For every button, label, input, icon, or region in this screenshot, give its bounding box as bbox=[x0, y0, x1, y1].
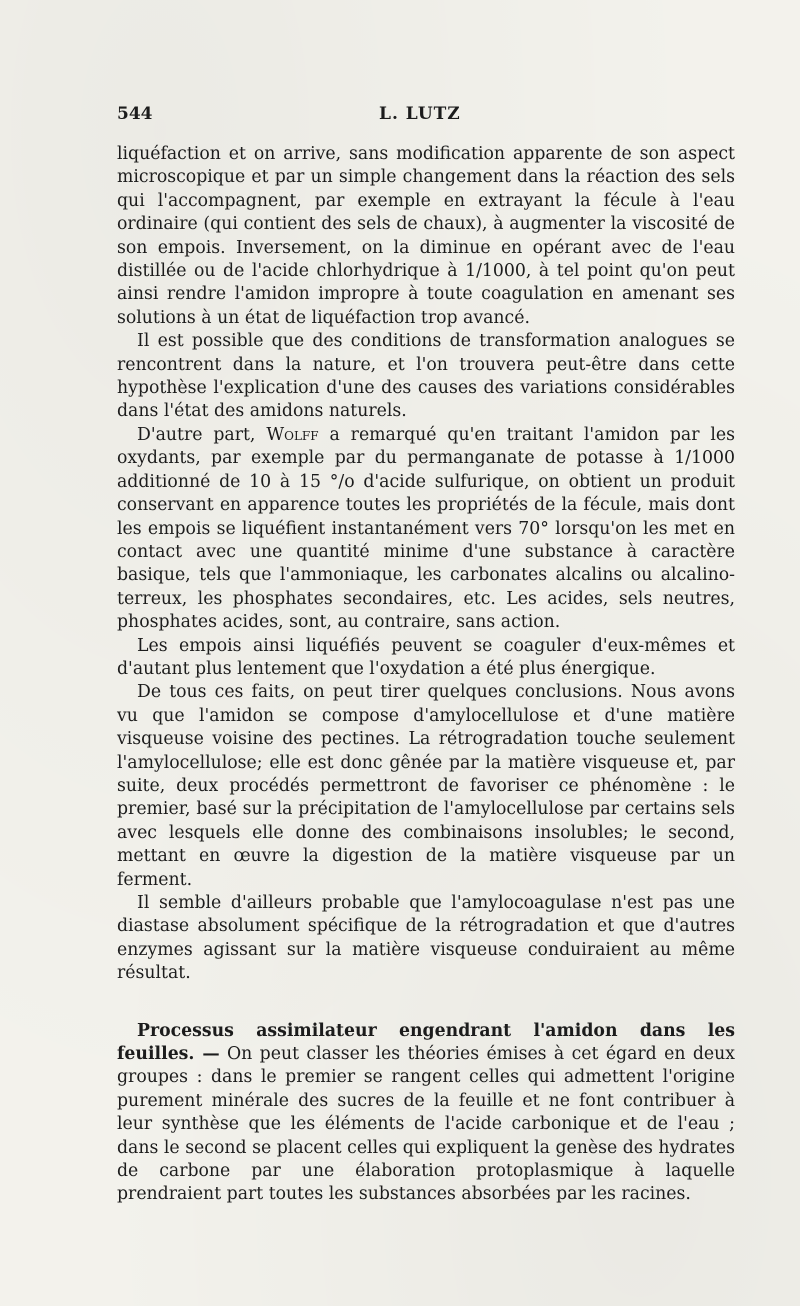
running-head-author: L. LUTZ bbox=[379, 104, 461, 124]
body-text bbox=[117, 143, 735, 1207]
page-number: 544 bbox=[117, 104, 153, 124]
section-heading: Processus assimilateur engendrant l'amidon dans les feuilles. — bbox=[117, 1020, 735, 1065]
paragraph-4: Les empois ainsi liquéfiés peuvent se coaguler d'eux-mêmes et d'autant plus lentement que l'oxydation a été plus énergique. bbox=[117, 635, 735, 679]
section-spacer bbox=[117, 986, 735, 1020]
paragraph-2: Il est possible que des conditions de transformation analogues se rencontrent dans la nature, et l'on trouvera peut-être dans cette hypothèse l'explication d'une des causes des variations considérables dans l'état des amidons naturels. bbox=[117, 331, 735, 422]
paragraph-6: Il semble d'ailleurs probable que l'amylocoagulase n'est pas une diastase absolument spécifique de la rétrogradation et que d'autres enzymes agissant sur la matière visqueuse conduiraient au même résultat. bbox=[117, 893, 735, 984]
section-paragraph bbox=[117, 1020, 735, 1207]
author-name-wolff: Wolff bbox=[266, 424, 319, 445]
paragraph-3-rest: a remarqué qu'en traitant l'amidon par les oxydants, par exemple par du permanganate de potasse à 1/1000 additionné de 10 à 15 °/o d'acide sulfurique, on obtient un produit conservant en apparence toutes les propriétés de la fécule, mais dont les empois se liquéfient instantanément vers 70° lorsqu'on les met en contact avec une quantité minime d'une substance à caractère basique, tels que l'ammoniaque, les carbonates alcalins ou alcalino-terreux, les phosphates secondaires, etc. Les acides, sels neutres, phosphates acides, sont, au contraire, sans action. bbox=[117, 424, 736, 633]
paragraph-1: liquéfaction et on arrive, sans modification apparente de son aspect microscopique et par un simple changement dans la réaction des sels qui l'accompagnent, par exemple en extrayant la fécule à l'eau ordinaire (qui contient des sels de chaux), à augmenter la viscosité de son empois. Inversement, on la diminue en opérant avec de l'eau distillée ou de l'acide chlorhydrique à 1/1000, à tel point qu'on peut ainsi rendre l'amidon impropre à toute coagulation en amenant ses solutions à un état de liquéfaction trop avancé. bbox=[117, 144, 735, 328]
paragraph-3 bbox=[117, 424, 735, 635]
running-head bbox=[117, 104, 737, 128]
paragraph-3-start: D'autre part, bbox=[137, 424, 256, 445]
section-paragraph-text: On peut classer les théories émises à cet égard en deux groupes : dans le premier se rangent celles qui admettent l'origine purement minérale des sucres de la feuille et ne font contribuer à leur synthèse que les éléments de l'acide carbonique et de l'eau ; dans le second se placent celles qui expliquent la genèse des hydrates de carbone par une élaboration protoplasmique à laquelle prendraient part toutes les substances absorbées par les racines. bbox=[117, 1044, 735, 1205]
paragraph-5: De tous ces faits, on peut tirer quelques conclusions. Nous avons vu que l'amidon se compose d'amylocellulose et d'une matière visqueuse voisine des pectines. La rétrogradation touche seulement l'amylocellulose; elle est donc gênée par la matière visqueuse et, par suite, deux procédés permettront de favoriser ce phénomène : le premier, basé sur la précipitation de l'amylocellulose par certains sels avec lesquels elle donne des combinaisons insolubles; le second, mettant en œuvre la digestion de la matière visqueuse par un ferment. bbox=[117, 682, 735, 890]
